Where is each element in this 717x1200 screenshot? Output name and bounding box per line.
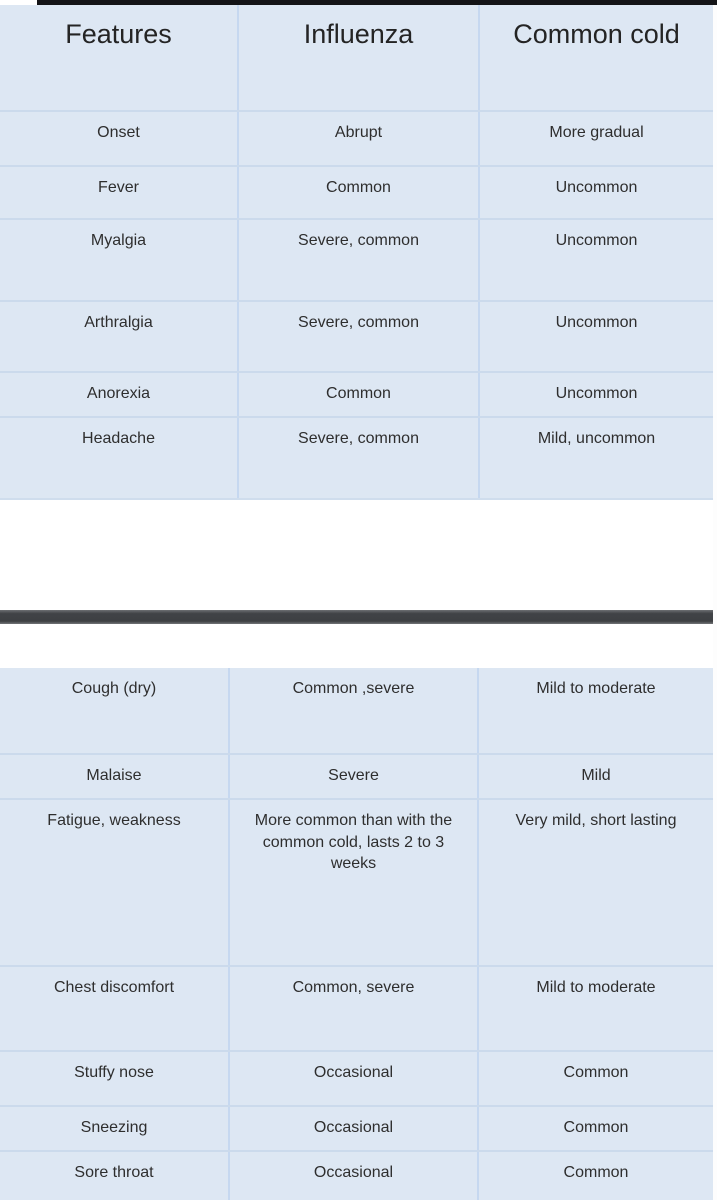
feature-cell: Myalgia	[90, 232, 147, 249]
feature-cell: Fatigue, weakness	[47, 812, 181, 829]
influenza-cell: Severe, common	[237, 220, 478, 300]
column-header-features: Features	[65, 19, 172, 49]
feature-cell: Sneezing	[80, 1119, 148, 1136]
feature-cell: Chest discomfort	[53, 979, 175, 996]
table-row-chest-discomfort	[0, 967, 713, 1052]
influenza-cell: More common than with the common cold, lasts 2 to 3 weeks	[228, 800, 477, 965]
table-row-sore-throat	[0, 1152, 713, 1200]
lower-comparison-table	[0, 668, 713, 1200]
feature-cell: Malaise	[86, 767, 142, 784]
influenza-cell: Common, severe	[228, 967, 477, 1050]
influenza-cell: Severe, common	[237, 302, 478, 371]
table-row-headache	[0, 418, 713, 500]
table-row-anorexia	[0, 373, 713, 418]
common-cold-cell: Common	[477, 1152, 713, 1200]
common-cold-cell: Mild to moderate	[477, 668, 713, 753]
common-cold-cell: Uncommon	[478, 220, 713, 300]
common-cold-cell: Common	[477, 1107, 713, 1150]
table-row-onset	[0, 112, 713, 167]
feature-cell: Onset	[97, 124, 140, 141]
table-row-stuffy-nose	[0, 1052, 713, 1107]
slide-divider-bar	[0, 610, 717, 624]
table-header-row	[0, 5, 713, 112]
influenza-cell: Severe, common	[237, 418, 478, 498]
feature-cell: Anorexia	[86, 385, 151, 402]
upper-comparison-table	[0, 5, 713, 500]
table-row-fever	[0, 167, 713, 220]
common-cold-cell: Very mild, short lasting	[477, 800, 713, 965]
common-cold-cell: More gradual	[478, 112, 713, 165]
feature-cell: Sore throat	[74, 1164, 154, 1181]
table-row-arthralgia	[0, 302, 713, 373]
feature-cell: Cough (dry)	[71, 680, 157, 697]
common-cold-cell: Uncommon	[478, 373, 713, 416]
column-header-common-cold: Common cold	[478, 5, 713, 110]
table-row-cough	[0, 668, 713, 755]
influenza-cell: Occasional	[228, 1052, 477, 1105]
common-cold-cell: Common	[477, 1052, 713, 1105]
influenza-cell: Severe	[228, 755, 477, 798]
common-cold-cell: Mild, uncommon	[478, 418, 713, 498]
common-cold-cell: Mild to moderate	[477, 967, 713, 1050]
table-row-myalgia	[0, 220, 713, 302]
right-edge-margin	[713, 5, 717, 1200]
influenza-cell: Occasional	[228, 1107, 477, 1150]
common-cold-cell: Uncommon	[478, 302, 713, 371]
influenza-cell: Common	[237, 373, 478, 416]
influenza-cell: Occasional	[228, 1152, 477, 1200]
feature-cell: Fever	[98, 179, 139, 196]
influenza-cell: Common	[237, 167, 478, 218]
table-row-sneezing	[0, 1107, 713, 1152]
feature-cell: Stuffy nose	[74, 1064, 154, 1081]
influenza-cell: Common ,severe	[228, 668, 477, 753]
influenza-cell: Abrupt	[237, 112, 478, 165]
feature-cell: Arthralgia	[84, 314, 153, 331]
table-row-fatigue	[0, 800, 713, 967]
feature-cell: Headache	[82, 430, 155, 447]
table-row-malaise	[0, 755, 713, 800]
column-header-influenza: Influenza	[237, 5, 478, 110]
common-cold-cell: Mild	[477, 755, 713, 798]
common-cold-cell: Uncommon	[478, 167, 713, 218]
